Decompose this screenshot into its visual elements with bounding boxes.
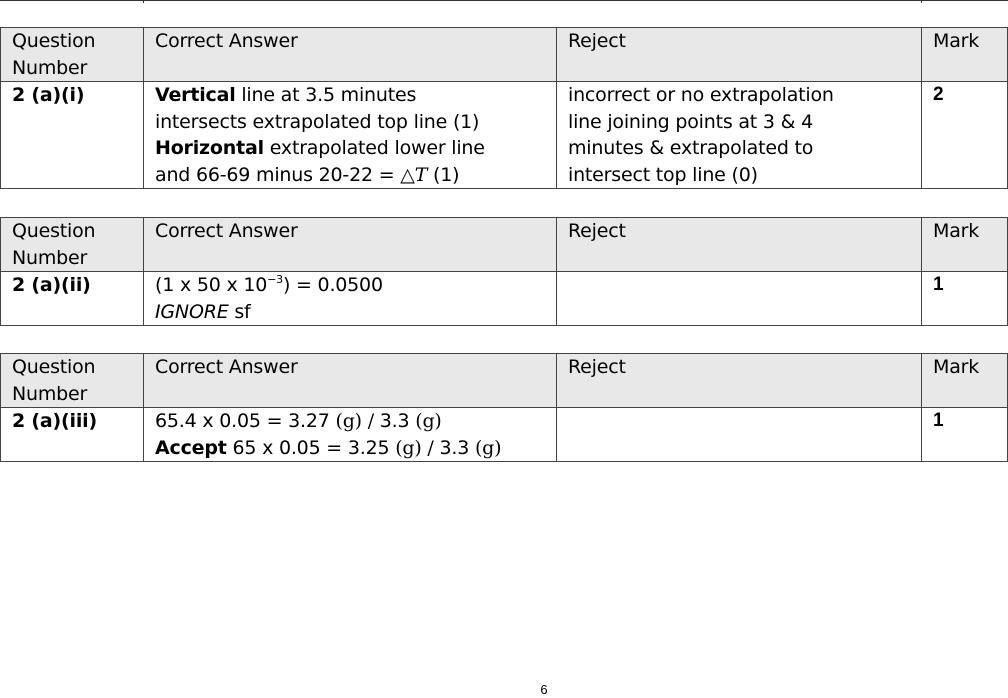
- reject-line: incorrect or no extrapolation: [568, 84, 834, 106]
- page-number: 6: [540, 682, 548, 697]
- unit-grams: (g): [335, 410, 362, 432]
- answer-line: [155, 82, 552, 109]
- header-mark: Mark: [922, 218, 1008, 272]
- keyword-horizontal: Horizontal: [155, 137, 264, 159]
- reject-line: intersect top line (0): [568, 163, 758, 186]
- separator: /: [361, 410, 380, 432]
- answer-line: [155, 162, 552, 189]
- table-header-row: [1, 354, 1008, 408]
- table-header-row: [1, 218, 1008, 272]
- unit-grams: (g): [395, 436, 422, 459]
- header-mark: Mark: [922, 354, 1008, 408]
- temperature-variable: T: [414, 163, 428, 186]
- keyword-accept: Accept: [155, 436, 227, 459]
- answer-text: and 66-69 minus 20-22 =: [155, 163, 401, 186]
- answer-line: [155, 435, 552, 462]
- previous-table-column-divider: [921, 0, 922, 3]
- answer-line: [155, 408, 552, 435]
- separator: /: [421, 436, 440, 459]
- answer-text: sf: [228, 300, 251, 323]
- previous-table-bottom-border: [0, 0, 1008, 2]
- header-question-number: Question Number: [1, 354, 144, 408]
- previous-table-column-divider: [143, 0, 144, 3]
- question-number: 2 (a)(i): [1, 82, 144, 189]
- answer-text: 65.4 x 0.05 = 3.27: [155, 410, 336, 432]
- answer-text: extrapolated lower line: [263, 137, 485, 159]
- unit-grams: (g): [415, 410, 442, 432]
- answer-line: [155, 299, 552, 326]
- answer-line: [155, 135, 552, 162]
- answer-line: [155, 272, 552, 299]
- header-correct-answer: Correct Answer: [144, 28, 557, 82]
- unit-grams: (g): [474, 436, 502, 459]
- mark-scheme-table-2ai: [0, 27, 1008, 189]
- table-header-row: [1, 28, 1008, 82]
- answer-text: 3.3: [379, 410, 416, 432]
- mark-scheme-table-2aiii: [0, 353, 1008, 462]
- table-row: [1, 272, 1008, 326]
- question-number: 2 (a)(iii): [1, 408, 144, 462]
- table-row: [1, 82, 1008, 189]
- answer-text: (1 x 50 x 10: [155, 274, 268, 296]
- header-reject: Reject: [557, 28, 922, 82]
- keyword-ignore: IGNORE: [155, 300, 229, 323]
- correct-answer: [144, 408, 557, 462]
- answer-text: (1): [427, 163, 460, 186]
- mark-value: 1: [922, 272, 1008, 326]
- reject-answer: [557, 82, 922, 189]
- answer-text: line at 3.5 minutes: [235, 84, 417, 106]
- mark-value: 2: [922, 82, 1008, 189]
- table-row: [1, 408, 1008, 462]
- correct-answer: [144, 272, 557, 326]
- answer-line: intersects extrapolated top line (1): [155, 110, 480, 133]
- mark-value: 1: [922, 408, 1008, 462]
- exponent: −3: [267, 273, 283, 286]
- header-reject: Reject: [557, 354, 922, 408]
- answer-text: ) = 0.0500: [282, 274, 383, 296]
- reject-line: line joining points at 3 & 4: [568, 110, 813, 133]
- header-reject: Reject: [557, 218, 922, 272]
- reject-answer: [557, 408, 922, 462]
- answer-text: 65 x 0.05 = 3.25: [226, 436, 396, 459]
- header-question-number: Question Number: [1, 28, 144, 82]
- reject-answer: [557, 272, 922, 326]
- reject-line: minutes & extrapolated to: [568, 137, 814, 159]
- delta-symbol: △: [400, 163, 415, 186]
- question-number: 2 (a)(ii): [1, 272, 144, 326]
- header-mark: Mark: [922, 28, 1008, 82]
- header-correct-answer: Correct Answer: [144, 218, 557, 272]
- correct-answer: [144, 82, 557, 189]
- header-question-number: Question Number: [1, 218, 144, 272]
- header-correct-answer: Correct Answer: [144, 354, 557, 408]
- keyword-vertical: Vertical: [155, 84, 236, 106]
- answer-text: 3.3: [439, 436, 475, 459]
- mark-scheme-table-2aii: [0, 217, 1008, 326]
